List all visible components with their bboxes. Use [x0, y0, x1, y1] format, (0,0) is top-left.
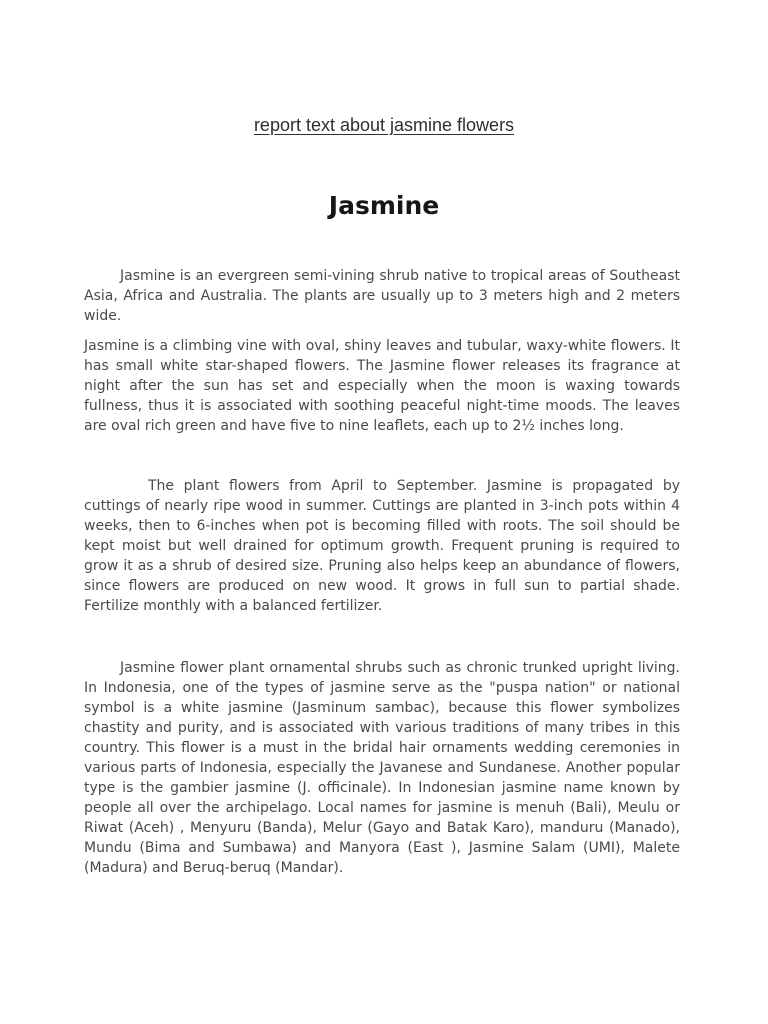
document-title: report text about jasmine flowers [253, 115, 515, 135]
page-title: Jasmine [328, 191, 440, 220]
paragraph-cultivation: The plant flowers from April to September. Jasmine is propagated by cuttings of nearly ripe wood in summer. Cuttings are planted in 3-inch pots within 4 weeks, then to 6-inches when pot is becoming filled with roots. The soil should be kept moist but well drained for optimum growth. Frequent pruning is required to grow it as a shrub of desired size. Pruning also helps keep an abundance of flowers, since flowers are produced on new wood. It grows in full sun to partial shade. Fertilize monthly with a balanced fertilizer. [84, 478, 680, 614]
paragraph-physical-description: Jasmine is a climbing vine with oval, shiny leaves and tubular, waxy-white flowers. It has small white star-shaped flowers. The Jasmine flower releases its fragrance at night after the sun has set and especially when the moon is waxing towards fullness, thus it is associated with soothing peaceful night-time moods. The leaves are oval rich green and have five to nine leaflets, each up to 2½ inches long. [84, 338, 680, 434]
paragraph-indonesia-names: Jasmine flower plant ornamental shrubs such as chronic trunked upright living. In Indonesia, one of the types of jasmine serve as the "puspa nation" or national symbol is a white jasmine (Jasminum sambac), because this flower symbolizes chastity and purity, and is associated with various traditions of many tribes in this country. This flower is a must in the bridal hair ornaments wedding ceremonies in various parts of Indonesia, especially the Javanese and Sundanese. Another popular type is the gambier jasmine (J. officinale). In Indonesian jasmine name known by people all over the archipelago. Local names for jasmine is menuh (Bali), Meulu or Riwat (Aceh) , Menyuru (Banda), Melur (Gayo and Batak Karo), manduru (Manado), Mundu (Bima and Sumbawa) and Manyora (East ), Jasmine Salam (UMI), Malete (Madura) and Beruq-beruq (Mandar). [84, 660, 680, 876]
paragraph-general-description: Jasmine is an evergreen semi-vining shrub native to tropical areas of Southeast Asia, Africa and Australia. The plants are usually up to 3 meters high and 2 meters wide. [84, 268, 680, 324]
document-body [84, 266, 680, 878]
